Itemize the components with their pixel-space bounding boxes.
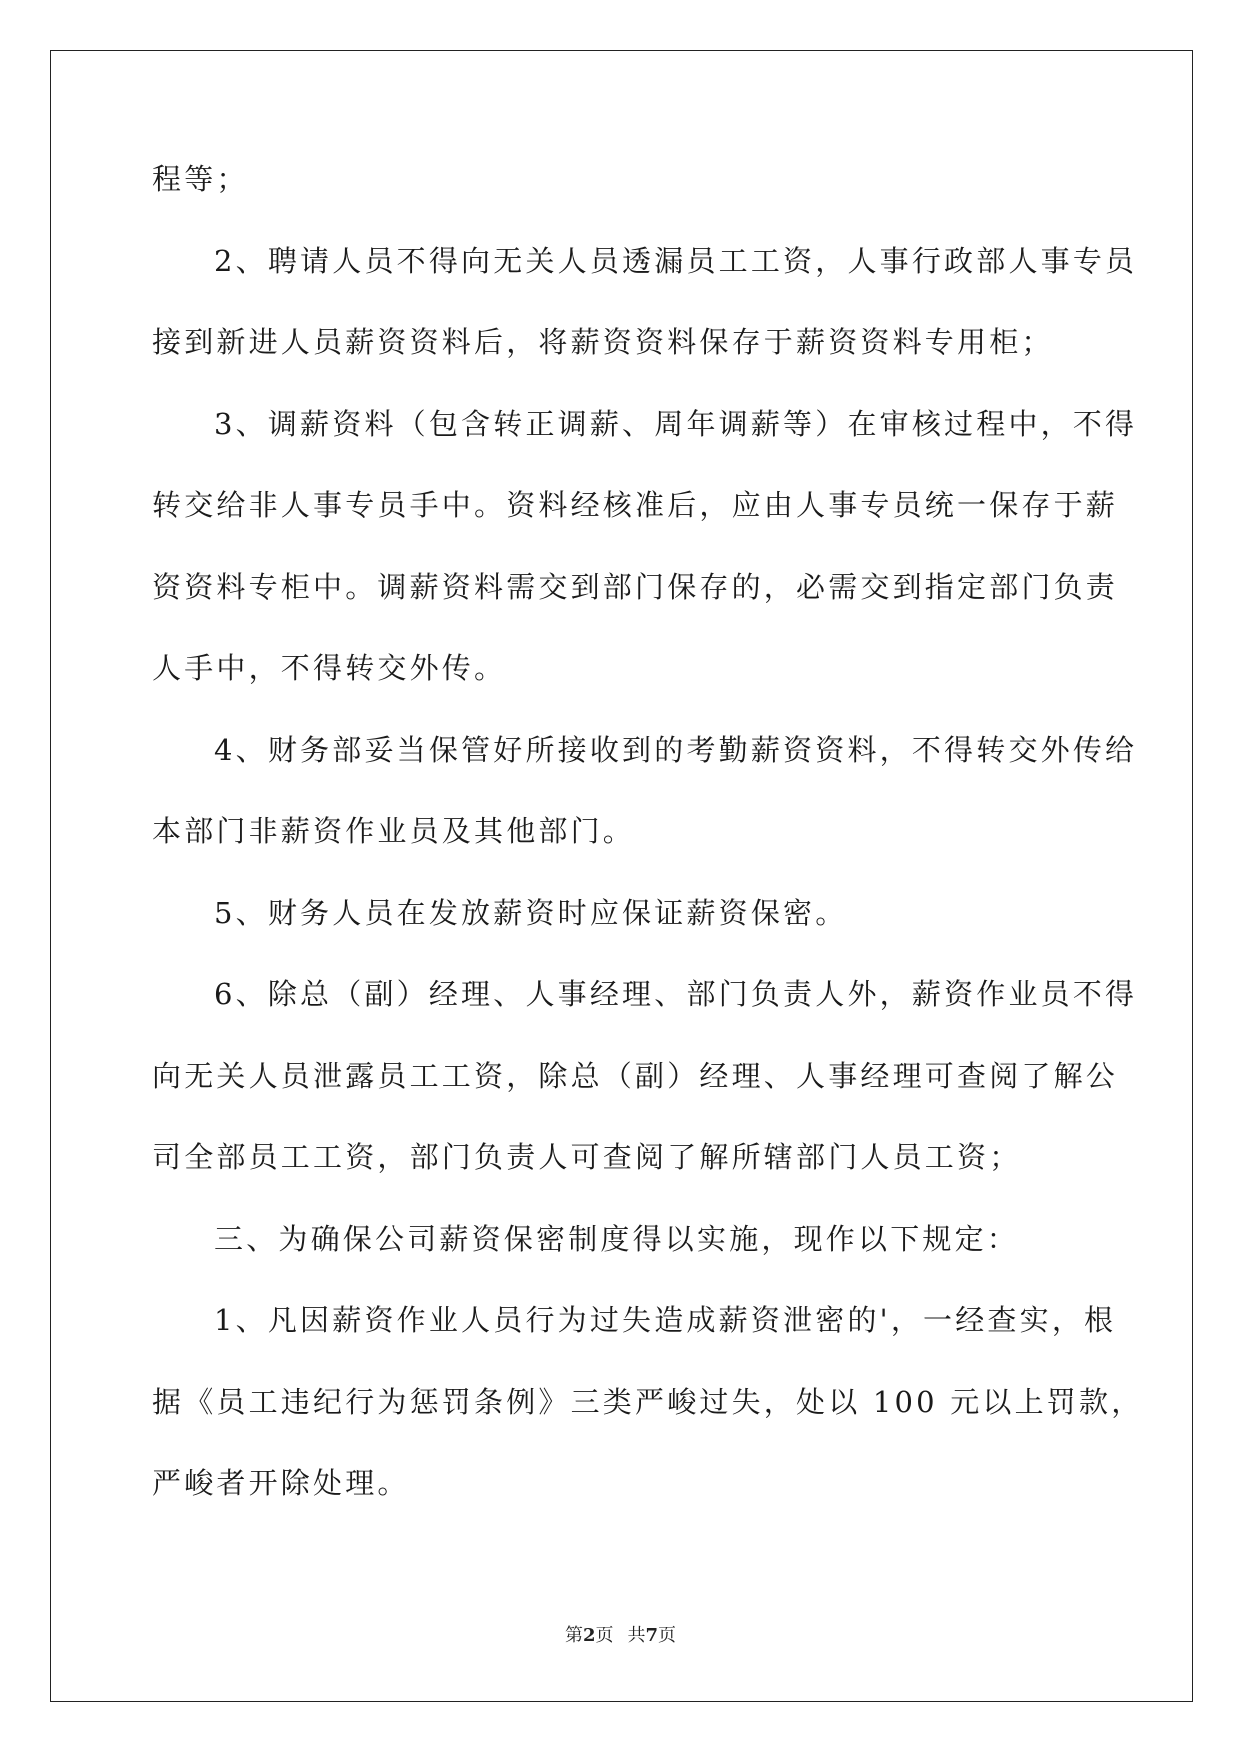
paragraph-line: 本部门非薪资作业员及其他部门。 <box>152 814 636 848</box>
total-pages-number: 7 <box>645 1625 659 1646</box>
footer-total-prefix: 共 <box>627 1625 646 1646</box>
paragraph-line: 据《员工违纪行为惩罚条例》三类严峻过失，处以 100 元以上罚款， <box>152 1384 1144 1419</box>
paragraph-line: 严峻者开除处理。 <box>152 1466 410 1500</box>
current-page-number: 2 <box>582 1625 596 1646</box>
paragraph-line: 资资料专柜中。调薪资料需交到部门保存的，必需交到指定部门负责 <box>152 569 1119 604</box>
paragraph-line: 转交给非人事专员手中。资料经核准后，应由人事专员统一保存于薪 <box>152 488 1119 522</box>
paragraph-line: 人手中，不得转交外传。 <box>152 651 507 685</box>
paragraph-line: 6、除总（副）经理、人事经理、部门负责人外，薪资作业员不得 <box>214 977 1138 1011</box>
paragraph-line: 向无关人员泄露员工工资，除总（副）经理、人事经理可查阅了解公 <box>152 1058 1119 1093</box>
paragraph-line: 5、财务人员在发放薪资时应保证薪资保密。 <box>214 895 848 930</box>
section-heading: 三、为确保公司薪资保密制度得以实施，现作以下规定： <box>214 1221 1020 1256</box>
paragraph-line: 3、调薪资料（包含转正调薪、周年调薪等）在审核过程中，不得 <box>214 406 1138 441</box>
page-footer <box>0 1625 1241 1647</box>
footer-total-suffix: 页 <box>658 1625 677 1646</box>
paragraph-line: 程等； <box>152 162 249 196</box>
document-body <box>152 162 1144 1550</box>
paragraph-line: 接到新进人员薪资资料后，将薪资资料保存于薪资资料专用柜； <box>152 325 1054 359</box>
paragraph-line: 4、财务部妥当保管好所接收到的考勤薪资资料，不得转交外传给 <box>214 732 1138 767</box>
paragraph-line: 2、聘请人员不得向无关人员透漏员工工资，人事行政部人事专员 <box>214 243 1138 278</box>
footer-prefix: 第 <box>564 1625 583 1646</box>
footer-page-suffix: 页 <box>595 1625 614 1646</box>
paragraph-line: 司全部员工工资，部门负责人可查阅了解所辖部门人员工资； <box>152 1140 1022 1174</box>
paragraph-line: 1、凡因薪资作业人员行为过失造成薪资泄密的'，一经查实，根 <box>214 1303 1117 1337</box>
